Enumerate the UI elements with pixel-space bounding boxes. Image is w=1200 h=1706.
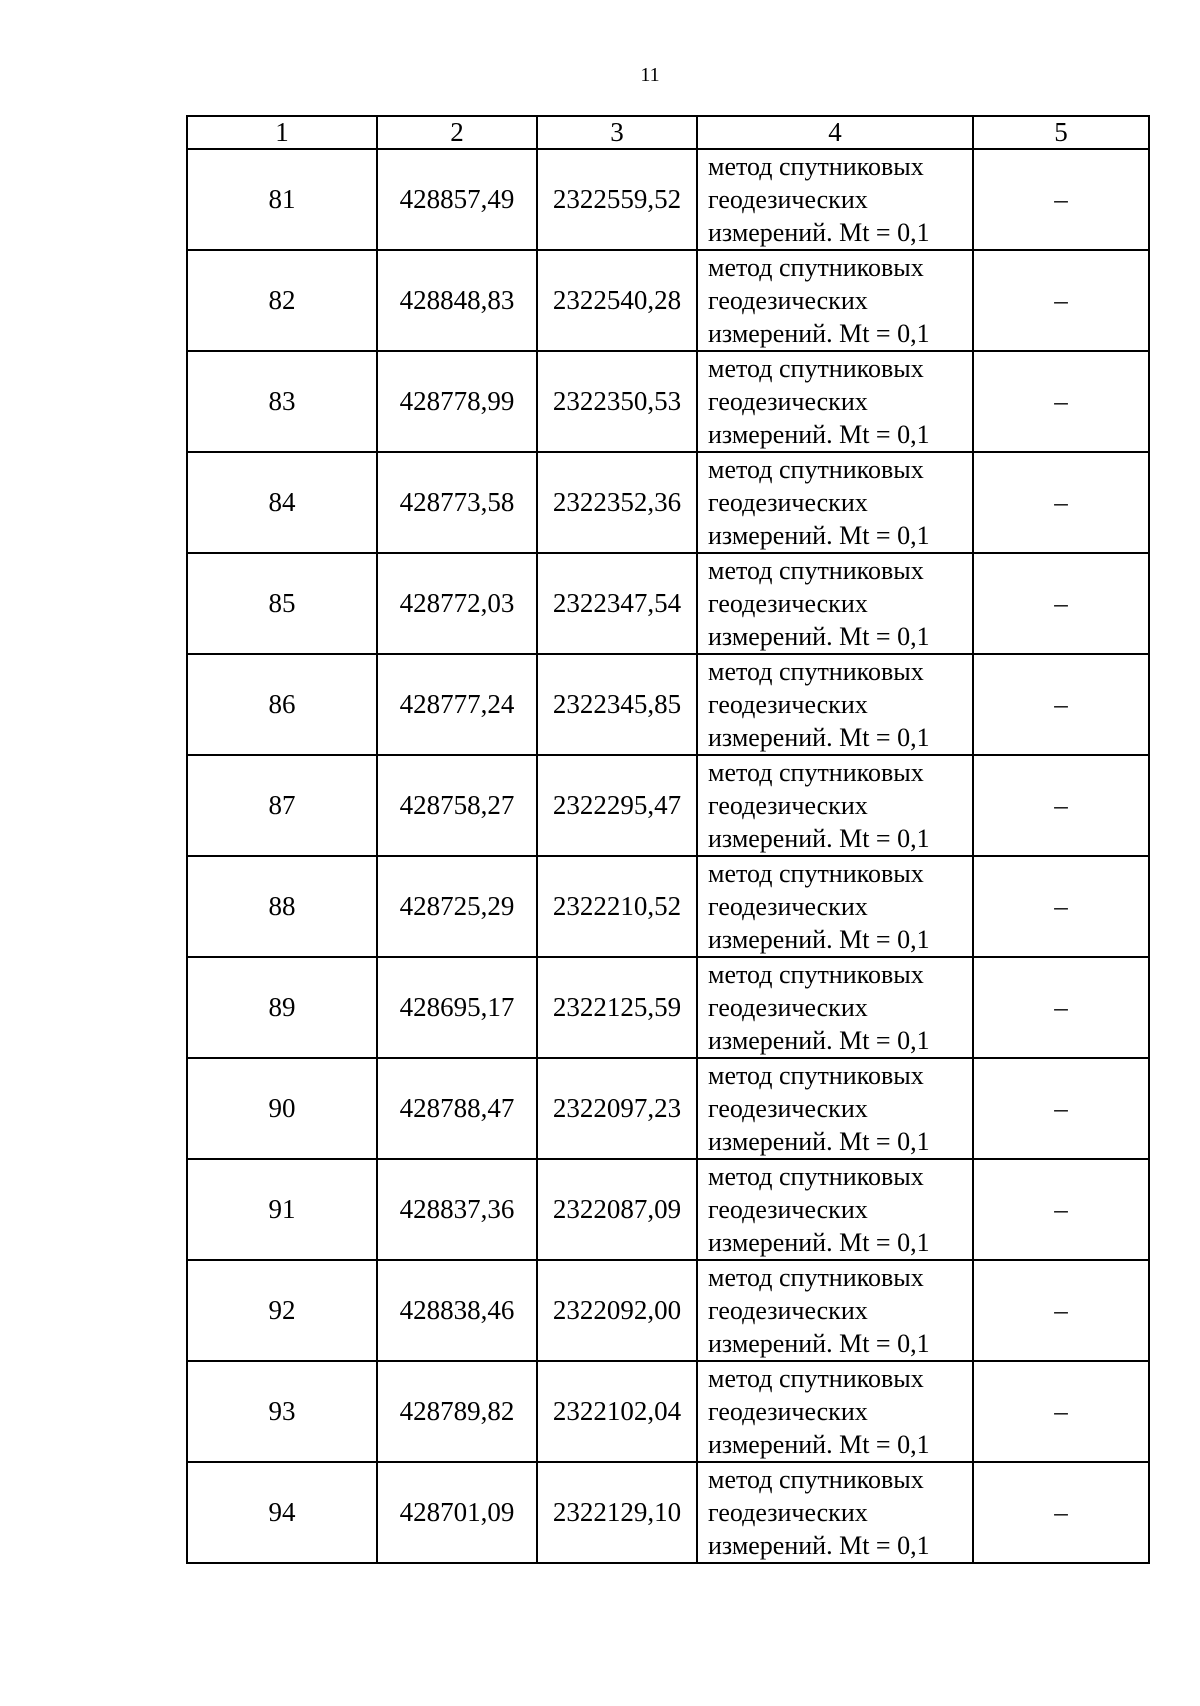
column-header-4: 4 [697,116,973,149]
method-line: метод спутниковых [708,1061,924,1090]
method-cell [697,1462,973,1563]
table-row [187,351,1149,452]
method-line: метод спутниковых [708,253,924,282]
note-cell: – [973,1260,1149,1361]
method-line: метод спутниковых [708,152,924,181]
x-coordinate-cell: 428789,82 [377,1361,537,1462]
note-cell: – [973,957,1149,1058]
method-cell [697,856,973,957]
method-line: геодезических [708,993,868,1022]
method-line: измерений. Mt = 0,1 [708,622,930,651]
method-line: метод спутниковых [708,960,924,989]
point-number-cell: 82 [187,250,377,351]
method-line: измерений. Mt = 0,1 [708,824,930,853]
y-coordinate-cell: 2322129,10 [537,1462,697,1563]
method-line: метод спутниковых [708,1162,924,1191]
point-number-cell: 85 [187,553,377,654]
method-line: геодезических [708,185,868,214]
method-line: метод спутниковых [708,354,924,383]
method-cell [697,1159,973,1260]
y-coordinate-cell: 2322352,36 [537,452,697,553]
note-cell: – [973,1058,1149,1159]
page-number: 11 [640,64,660,86]
note-cell: – [973,250,1149,351]
method-line: измерений. Mt = 0,1 [708,1531,930,1560]
y-coordinate-cell: 2322087,09 [537,1159,697,1260]
method-line: геодезических [708,488,868,517]
note-cell: – [973,856,1149,957]
point-number-cell: 86 [187,654,377,755]
note-cell: – [973,654,1149,755]
method-line: геодезических [708,589,868,618]
method-line: геодезических [708,1094,868,1123]
note-cell: – [973,755,1149,856]
method-cell [697,755,973,856]
note-cell: – [973,452,1149,553]
point-number-cell: 83 [187,351,377,452]
method-cell [697,553,973,654]
x-coordinate-cell: 428848,83 [377,250,537,351]
table-row [187,654,1149,755]
point-number-cell: 84 [187,452,377,553]
method-line: метод спутниковых [708,657,924,686]
table-row [187,1260,1149,1361]
column-header-2: 2 [377,116,537,149]
x-coordinate-cell: 428837,36 [377,1159,537,1260]
x-coordinate-cell: 428758,27 [377,755,537,856]
note-cell: – [973,553,1149,654]
method-line: геодезических [708,286,868,315]
column-header-5: 5 [973,116,1149,149]
table-row [187,553,1149,654]
table-row [187,1058,1149,1159]
method-line: метод спутниковых [708,758,924,787]
point-number-cell: 88 [187,856,377,957]
method-line: измерений. Mt = 0,1 [708,319,930,348]
y-coordinate-cell: 2322345,85 [537,654,697,755]
point-number-cell: 87 [187,755,377,856]
method-line: геодезических [708,1296,868,1325]
table-row [187,452,1149,553]
table-row [187,250,1149,351]
method-cell [697,452,973,553]
y-coordinate-cell: 2322540,28 [537,250,697,351]
y-coordinate-cell: 2322097,23 [537,1058,697,1159]
method-cell [697,149,973,250]
method-line: метод спутниковых [708,859,924,888]
y-coordinate-cell: 2322125,59 [537,957,697,1058]
point-number-cell: 92 [187,1260,377,1361]
y-coordinate-cell: 2322210,52 [537,856,697,957]
point-number-cell: 89 [187,957,377,1058]
method-line: геодезических [708,1498,868,1527]
x-coordinate-cell: 428772,03 [377,553,537,654]
method-line: геодезических [708,387,868,416]
x-coordinate-cell: 428778,99 [377,351,537,452]
point-number-cell: 91 [187,1159,377,1260]
table-row [187,856,1149,957]
point-number-cell: 93 [187,1361,377,1462]
method-line: метод спутниковых [708,1263,924,1292]
method-cell [697,654,973,755]
method-cell [697,1058,973,1159]
x-coordinate-cell: 428695,17 [377,957,537,1058]
point-number-cell: 90 [187,1058,377,1159]
point-number-cell: 81 [187,149,377,250]
table-row [187,755,1149,856]
method-line: геодезических [708,892,868,921]
method-line: измерений. Mt = 0,1 [708,1430,930,1459]
method-line: метод спутниковых [708,556,924,585]
method-line: измерений. Mt = 0,1 [708,1329,930,1358]
note-cell: – [973,1159,1149,1260]
method-cell [697,351,973,452]
y-coordinate-cell: 2322295,47 [537,755,697,856]
table-row [187,1159,1149,1260]
method-line: метод спутниковых [708,1465,924,1494]
method-line: геодезических [708,1195,868,1224]
method-line: измерений. Mt = 0,1 [708,723,930,752]
method-line: метод спутниковых [708,1364,924,1393]
x-coordinate-cell: 428725,29 [377,856,537,957]
table-row [187,149,1149,250]
column-header-1: 1 [187,116,377,149]
method-line: геодезических [708,1397,868,1426]
point-number-cell: 94 [187,1462,377,1563]
y-coordinate-cell: 2322347,54 [537,553,697,654]
x-coordinate-cell: 428777,24 [377,654,537,755]
y-coordinate-cell: 2322559,52 [537,149,697,250]
y-coordinate-cell: 2322350,53 [537,351,697,452]
method-cell [697,957,973,1058]
x-coordinate-cell: 428857,49 [377,149,537,250]
note-cell: – [973,1462,1149,1563]
table-row [187,957,1149,1058]
note-cell: – [973,1361,1149,1462]
method-cell [697,1260,973,1361]
x-coordinate-cell: 428773,58 [377,452,537,553]
note-cell: – [973,149,1149,250]
method-line: метод спутниковых [708,455,924,484]
method-line: геодезических [708,690,868,719]
method-line: измерений. Mt = 0,1 [708,218,930,247]
method-cell [697,1361,973,1462]
method-line: измерений. Mt = 0,1 [708,1127,930,1156]
x-coordinate-cell: 428701,09 [377,1462,537,1563]
y-coordinate-cell: 2322102,04 [537,1361,697,1462]
column-header-3: 3 [537,116,697,149]
method-cell [697,250,973,351]
table-row [187,1361,1149,1462]
method-line: измерений. Mt = 0,1 [708,420,930,449]
y-coordinate-cell: 2322092,00 [537,1260,697,1361]
x-coordinate-cell: 428788,47 [377,1058,537,1159]
x-coordinate-cell: 428838,46 [377,1260,537,1361]
method-line: измерений. Mt = 0,1 [708,925,930,954]
table-body [187,149,1149,1563]
table-row [187,1462,1149,1563]
method-line: измерений. Mt = 0,1 [708,1228,930,1257]
method-line: измерений. Mt = 0,1 [708,521,930,550]
table-header-row [187,116,1149,149]
method-line: измерений. Mt = 0,1 [708,1026,930,1055]
note-cell: – [973,351,1149,452]
method-line: геодезических [708,791,868,820]
coordinates-table [186,115,1150,1564]
